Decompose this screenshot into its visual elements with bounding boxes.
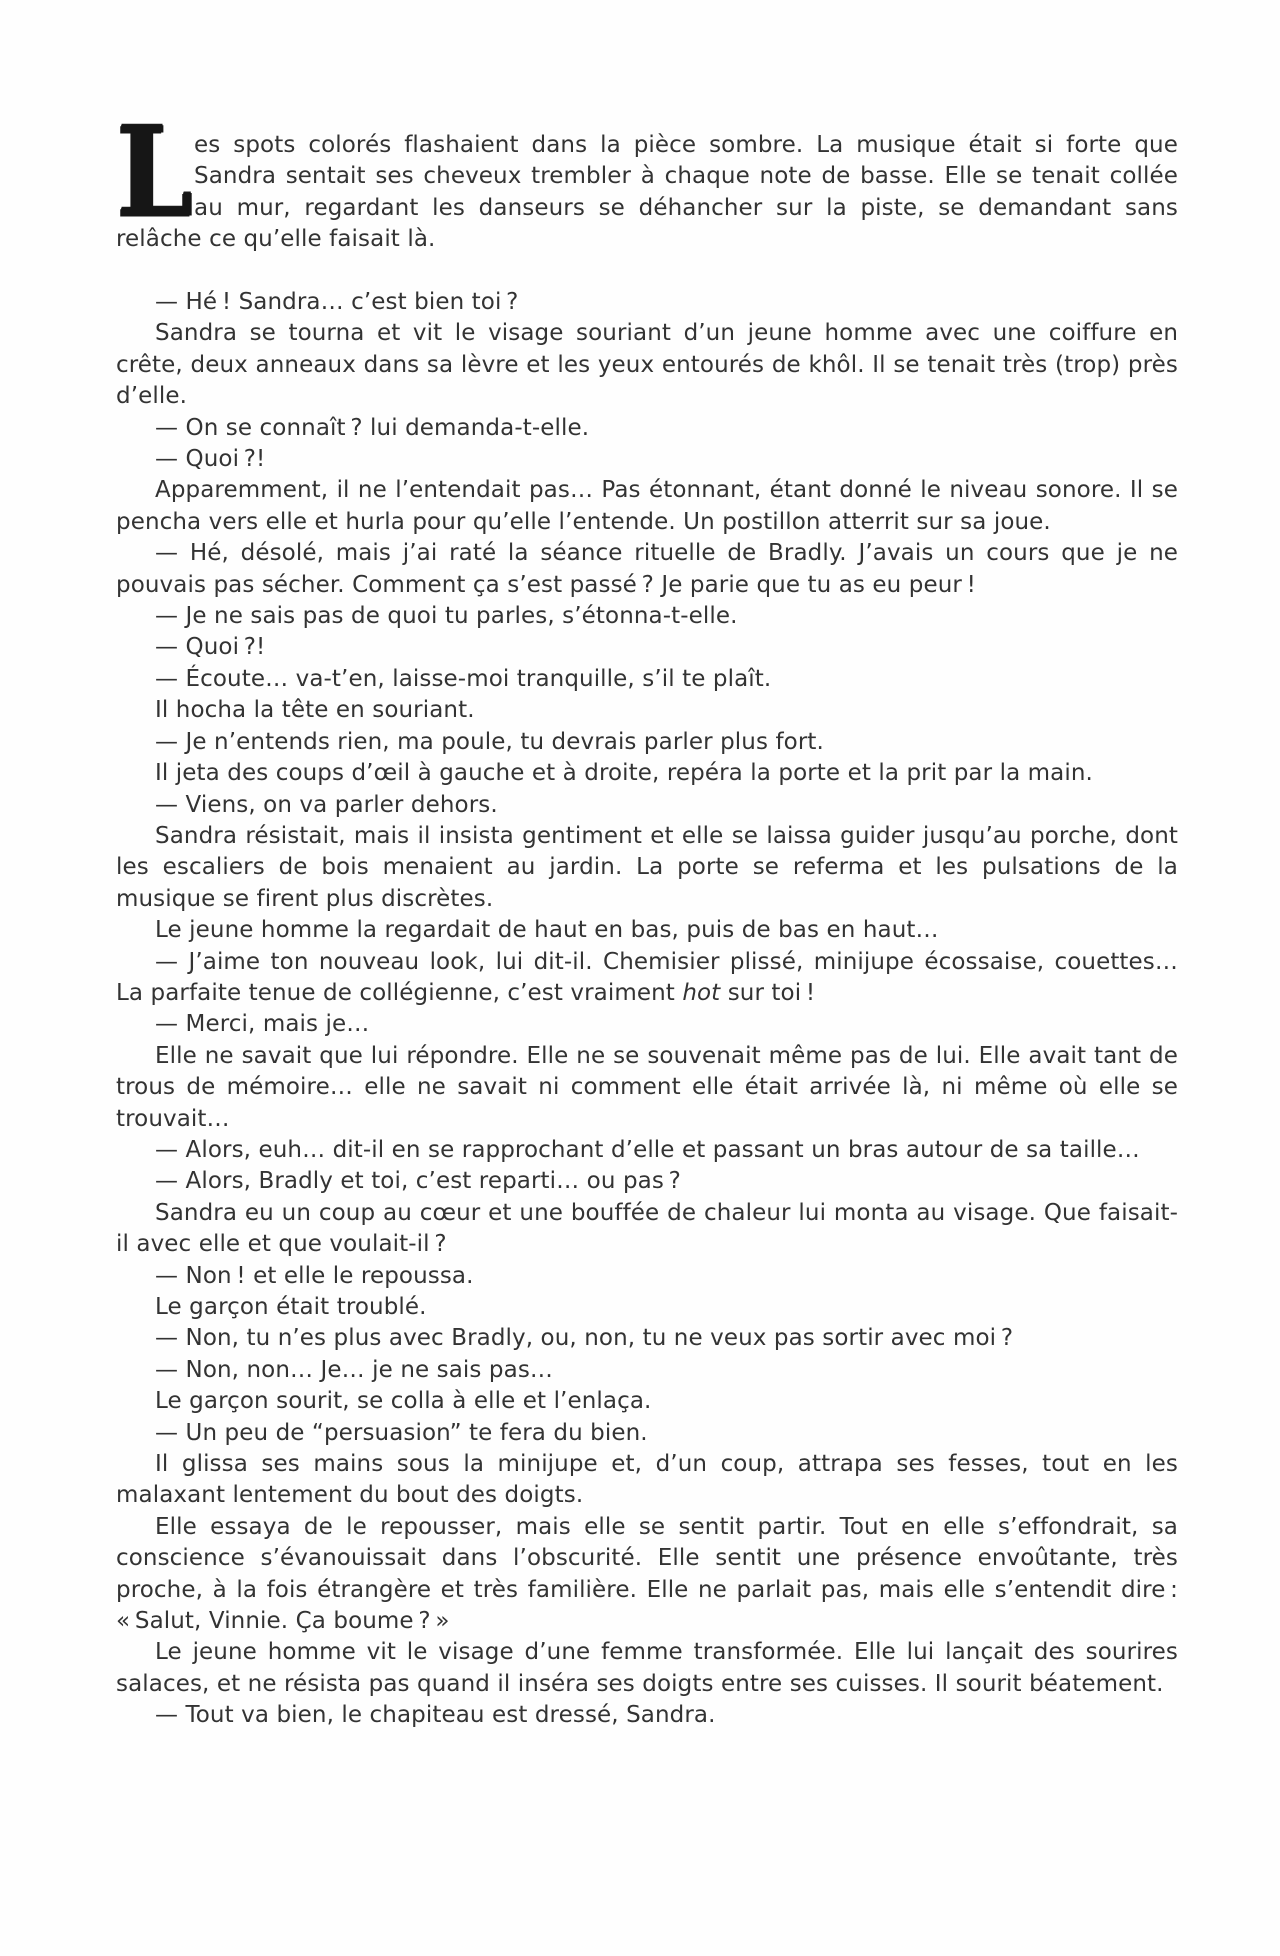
paragraph [116,947,1178,1010]
paragraph [116,1637,1178,1700]
paragraph [116,632,1178,663]
text-segment: Le jeune homme la regardait de haut en bas, puis de bas en haut… [155,917,939,944]
paragraph [116,1418,1178,1449]
text-segment: Il jeta des coups d’œil à gauche et à droite, repéra la porte et la prit par la main. [155,760,1093,787]
text-segment: — Je ne sais pas de quoi tu parles, s’étonna-t-elle. [155,603,738,630]
text-segment: — Non ! et elle le repoussa. [155,1262,474,1289]
paragraph [116,538,1178,601]
text-segment: — Merci, mais je… [155,1011,370,1038]
paragraph [116,1261,1178,1292]
paragraph [116,444,1178,475]
text-segment: sur toi ! [720,979,816,1006]
paragraph [116,727,1178,758]
text-segment: — Non, tu n’es plus avec Bradly, ou, non, tu ne veux pas sortir avec moi ? [155,1325,1014,1352]
paragraph [116,475,1178,538]
paragraph [116,1009,1178,1040]
text-segment: Le garçon était troublé. [155,1294,427,1321]
text-segment: — On se connaît ? lui demanda-t-elle. [155,414,590,441]
text-segment: Sandra résistait, mais il insista gentiment et elle se laissa guider jusqu’au porche, dont les escaliers de bois menaient au jardin. La porte se referma et les pulsations de la musique se firent plus discrètes. [116,822,1178,912]
text-segment: Il glissa ses mains sous la minijupe et, d’un coup, attrapa ses fesses, tout en les malaxant lentement du bout des doigts. [116,1451,1178,1509]
paragraph [116,1166,1178,1197]
text-segment: — Hé, désolé, mais j’ai raté la séance rituelle de Bradly. J’avais un cours que je ne pouvais pas sécher. Comment ça s’est passé ? Je parie que tu as eu peur ! [116,540,1178,598]
text-segment: — Hé ! Sandra… c’est bien toi ? [155,289,519,316]
text-segment: — Un peu de “persuasion” te fera du bien. [155,1419,648,1446]
paragraph [116,1323,1178,1354]
paragraph [116,287,1178,318]
text-segment: — Non, non… Je… je ne sais pas… [155,1356,553,1383]
paragraph [116,664,1178,695]
text-segment: — J’aime ton nouveau look, lui dit-il. Chemisier plissé, minijupe écossaise, couettes… La parfaite tenue de collégienne, c’est vraiment [116,948,1178,1006]
paragraph [116,1355,1178,1386]
paragraph [116,758,1178,789]
paragraph [116,915,1178,946]
page-text [116,100,1178,1732]
paragraph [116,1041,1178,1135]
text-segment: Il hocha la tête en souriant. [155,697,475,724]
paragraph [116,1292,1178,1323]
text-segment: — Tout va bien, le chapiteau est dressé, Sandra. [155,1702,716,1729]
paragraph [116,1198,1178,1261]
drop-cap-letter: L [116,100,193,245]
paragraph [116,695,1178,726]
paragraph [116,601,1178,632]
paragraph [116,1386,1178,1417]
text-segment: Elle essaya de le repousser, mais elle se sentit partir. Tout en elle s’effondrait, sa conscience s’évanouissait dans l’obscurité. Elle sentit une présence envoûtante, très proche, à la fois étrangère et très familière. Elle ne parlait pas, mais elle s’entendit dire : « Salut, Vinnie. Ça boume ? » [116,1513,1178,1635]
text-segment: Sandra se tourna et vit le visage souriant d’un jeune homme avec une coiffure en crête, deux anneaux dans sa lèvre et les yeux entourés de khôl. Il se tenait très (trop) près d’elle. [116,320,1178,410]
text-segment: — Alors, Bradly et toi, c’est reparti… ou pas ? [155,1168,681,1195]
opening-paragraph [116,100,1178,256]
text-segment: — Quoi ?! [155,446,266,473]
text-segment: Elle ne savait que lui répondre. Elle ne se souvenait même pas de lui. Elle avait tant de trous de mémoire… elle ne savait ni comment elle était arrivée là, ni même où elle se trouvait… [116,1042,1178,1132]
text-segment: — Écoute… va-t’en, laisse-moi tranquille, s’il te plaît. [155,665,772,692]
paragraph [116,1135,1178,1166]
paragraph [116,821,1178,915]
paragraph [116,413,1178,444]
italic-text-segment: hot [682,979,721,1006]
text-segment: — Viens, on va parler dehors. [155,791,498,818]
paragraph [116,1449,1178,1512]
text-segment: Apparemment, il ne l’entendait pas… Pas étonnant, étant donné le niveau sonore. Il se pencha vers elle et hurla pour qu’elle l’entende. Un postillon atterrit sur sa joue. [116,477,1178,535]
text-segment: Le jeune homme vit le visage d’une femme transformée. Elle lui lançait des sourires salaces, et ne résista pas quand il inséra ses doigts entre ses cuisses. Il sourit béatement. [116,1639,1178,1697]
text-segment: es spots colorés flashaient dans la pièce sombre. La musique était si forte que Sandra sentait ses cheveux trembler à chaque note de basse. Elle se tenait collée au mur, regardant les danseurs se déhancher sur la piste, se demandant sans relâche ce qu’elle faisait là. [116,132,1178,253]
paragraph [116,1700,1178,1731]
text-segment: Sandra eu un coup au cœur et une bouffée de chaleur lui monta au visage. Que faisait-il avec elle et que voulait-il ? [116,1199,1178,1258]
text-segment: — Je n’entends rien, ma poule, tu devrais parler plus fort. [155,728,824,755]
text-segment: Le garçon sourit, se colla à elle et l’enlaça. [155,1388,652,1415]
paragraph [116,318,1178,412]
paragraph [116,1512,1178,1638]
text-segment: — Alors, euh… dit-il en se rapprochant d’elle et passant un bras autour de sa taille… [155,1136,1140,1163]
paragraph [116,790,1178,821]
text-segment: — Quoi ?! [155,634,266,661]
